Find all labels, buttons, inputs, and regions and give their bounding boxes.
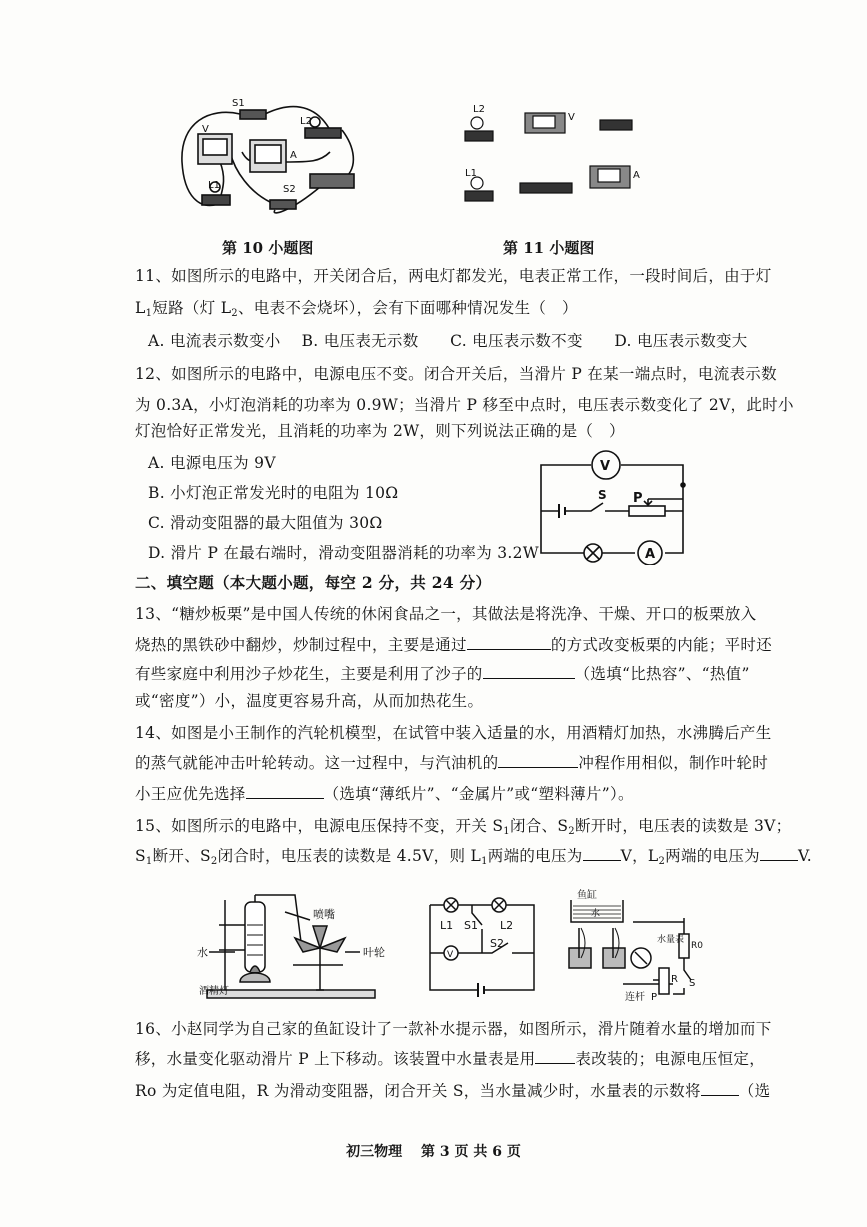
q14-stem-line1: 14、如图是小王制作的汽轮机模型，在试管中装入适量的水，用酒精灯加热，水沸腾后产生 — [135, 724, 772, 742]
fig10-label: A — [290, 150, 297, 161]
fig11-label: L1 — [465, 168, 477, 179]
fig16-label: R — [671, 974, 678, 985]
fig10-label: V — [202, 124, 209, 135]
fig12-label: P — [633, 491, 643, 506]
q12-stem-line1: 12、如图所示的电路中，电源电压不变。闭合开关后，当滑片 P 在某一端点时，电流表示数 — [135, 365, 777, 383]
q15-stem-line2: $S_1$断开、$S_2$闭合时，电压表的读数是 4.5V，则 $L_1$两端的电压为 V，$L_2$两端的电压为 V. — [135, 847, 812, 867]
fig14-label: 酒精灯 — [199, 986, 229, 997]
fig12-label: A — [645, 547, 656, 562]
figure-10-caption: 第 10 小题图 — [222, 239, 314, 257]
fig14-label: 喷嘴 — [313, 908, 335, 921]
answer-blank[interactable] — [535, 1063, 575, 1064]
fig15-label: L2 — [500, 919, 514, 932]
fig11-label: A — [633, 170, 640, 181]
fig16-label: 鱼缸 — [577, 890, 597, 901]
q11-stem-line1: 11、如图所示的电路中，开关闭合后，两电灯都发光，电表正常工作，一段时间后，由于灯 — [135, 267, 772, 285]
fig16-label: P — [651, 992, 658, 1003]
q13-stem-line2: 烧热的黑铁砂中翻炒，炒制过程中，主要是通过 的方式改变板栗的内能；平时还 — [135, 636, 773, 654]
figure-11-caption: 第 11 小题图 — [503, 239, 595, 257]
q16-stem-line3: Ro 为定值电阻，R 为滑动变阻器，闭合开关 S，当水量减少时，水量表的示数将 （选 — [135, 1082, 771, 1100]
fig16-label: 连杆 — [625, 992, 645, 1003]
q12-stem-line2: 为 0.3A，小灯泡消耗的功率为 0.9W；当滑片 P 移至中点时，电压表示数变化了 2V，此时小 — [135, 396, 794, 414]
figure-10-wiring — [170, 92, 370, 227]
q14-stem-line2: 的蒸气就能冲击叶轮转动。这一过程中，与汽油机的 冲程作用相似，制作叶轮时 — [135, 754, 769, 772]
q13-stem-line4: 或“密度”）小，温度更容易升高，从而加热花生。 — [135, 692, 484, 710]
fig14-label: 水 — [197, 946, 208, 959]
q12-option-b: B. 小灯泡正常发光时的电阻为 10Ω — [148, 484, 399, 502]
q11-stem-line2: $L_1$短路（灯 $L_2$、电表不会烧坏），会有下面哪种情况发生（ ） — [135, 299, 578, 319]
figure-15-circuit — [422, 893, 542, 1003]
fig11-label: L2 — [473, 104, 485, 115]
fig16-label: 水 — [591, 909, 601, 919]
figure-14-turbine — [195, 890, 405, 1005]
fig16-label: R0 — [691, 941, 703, 951]
q16-stem-line2: 移，水量变化驱动滑片 P 上下移动。该装置中水量表是用 表改装的；电源电压恒定， — [135, 1050, 765, 1068]
fig11-label: V — [568, 112, 575, 123]
q16-stem-line1: 16、小赵同学为自己家的鱼缸设计了一款补水提示器，如图所示，滑片随着水量的增加而下 — [135, 1020, 772, 1038]
fig15-label: S2 — [490, 937, 504, 950]
figure-11-components — [455, 98, 655, 218]
fig15-label: V — [447, 950, 454, 960]
fig15-label: S1 — [464, 919, 478, 932]
fig16-label: S — [689, 978, 696, 989]
fig10-label: S1 — [232, 98, 245, 109]
q13-stem-line1: 13、“糖炒板栗”是中国人传统的休闲食品之一，其做法是将洗净、干燥、开口的板栗放入 — [135, 605, 757, 623]
q12-option-c: C. 滑动变阻器的最大阻值为 30Ω — [148, 514, 383, 532]
q15-stem-line1: 15、如图所示的电路中，电源电压保持不变，开关 $S_1$闭合、$S_2$断开时，电压表的读数是 3V； — [135, 817, 792, 837]
q11-options: A. 电流表示数变小 B. 电压表无示数 C. 电压表示数不变 D. 电压表示数变大 — [148, 332, 748, 350]
answer-blank[interactable] — [467, 649, 551, 650]
fig10-label: L2 — [300, 116, 312, 127]
page-footer: 初三物理 第 3 页 共 6 页 — [346, 1144, 521, 1160]
q12-option-a: A. 电源电压为 9V — [148, 454, 276, 472]
fig12-label: S — [598, 488, 607, 502]
fig10-label: S2 — [283, 184, 296, 195]
answer-blank[interactable] — [760, 860, 798, 861]
answer-blank[interactable] — [498, 767, 578, 768]
fig14-label: 叶轮 — [363, 946, 385, 959]
figure-12-circuit — [533, 445, 693, 565]
fig12-label: V — [600, 459, 611, 474]
answer-blank[interactable] — [583, 860, 621, 861]
q12-stem-line3: 灯泡恰好正常发光，且消耗的功率为 2W，则下列说法正确的是（ ） — [135, 422, 625, 440]
q13-stem-line3: 有些家庭中利用沙子炒花生，主要是利用了沙子的 （选填“比热容”、“热值” — [135, 665, 750, 683]
answer-blank[interactable] — [246, 798, 324, 799]
q14-stem-line3: 小王应优先选择 （选填“薄纸片”、“金属片”或“塑料薄片”）。 — [135, 785, 634, 803]
figure-16-fish-tank — [563, 888, 703, 1008]
fig10-label: L1 — [208, 180, 220, 191]
answer-blank[interactable] — [701, 1095, 739, 1096]
fig16-label: 水量表 — [657, 935, 685, 945]
answer-blank[interactable] — [483, 678, 575, 679]
fig15-label: L1 — [440, 919, 454, 932]
q12-option-d: D. 滑片 P 在最右端时，滑动变阻器消耗的功率为 3.2W — [148, 544, 540, 562]
section-2-heading: 二、填空题（本大题小题，每空 2 分，共 24 分） — [135, 573, 492, 592]
